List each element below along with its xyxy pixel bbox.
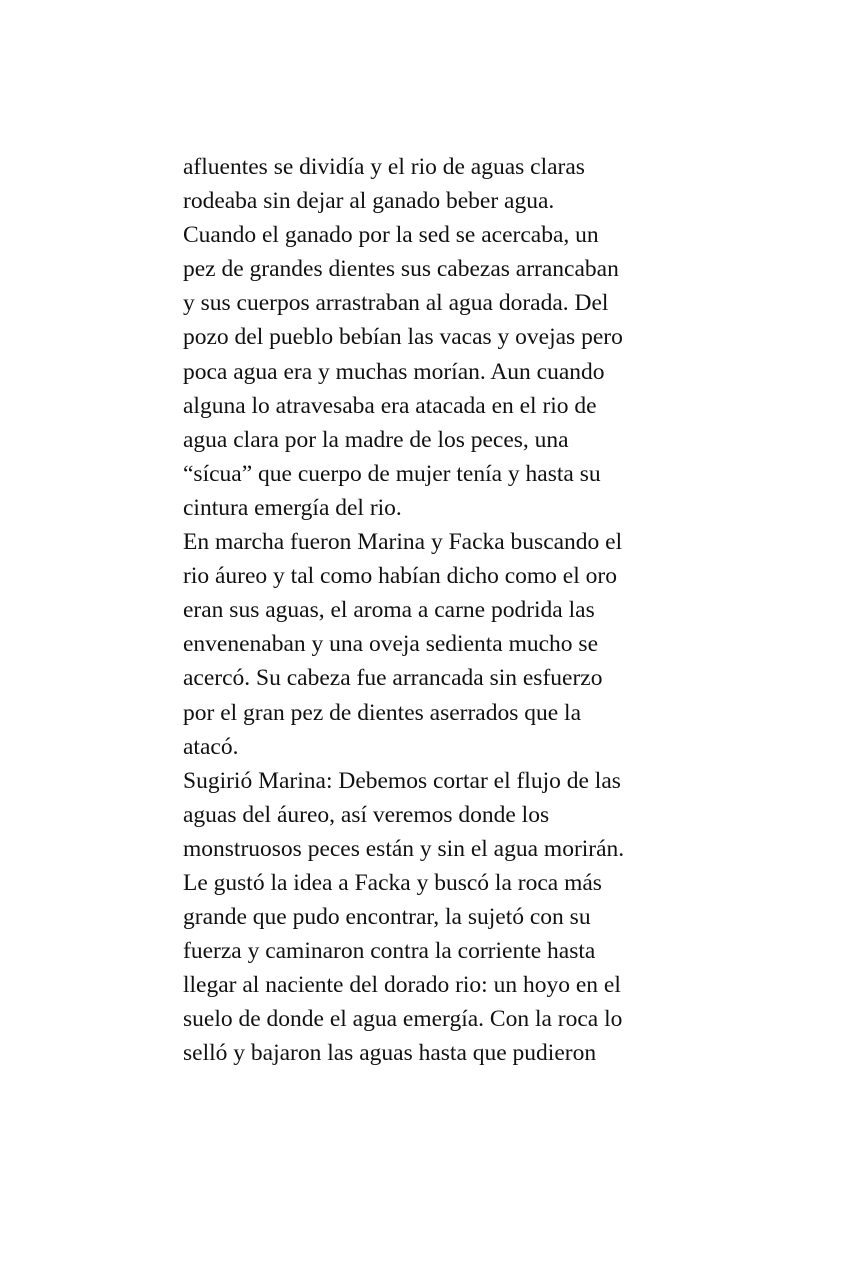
text-line: eran sus aguas, el aroma a carne podrida las: [183, 597, 595, 624]
text-line: acercó. Su cabeza fue arrancada sin esfuerzo: [183, 665, 603, 692]
text-line: selló y bajaron las aguas hasta que pudieron: [183, 1040, 597, 1067]
body-text: [183, 150, 683, 1071]
text-line: “sícua” que cuerpo de mujer tenía y hasta su: [183, 460, 601, 487]
text-line: pez de grandes dientes sus cabezas arrancaban: [183, 256, 619, 283]
text-line: pozo del pueblo bebían las vacas y ovejas pero: [183, 324, 623, 351]
text-line: fuerza y caminaron contra la corriente hasta: [183, 938, 596, 965]
text-line: aguas del áureo, así veremos donde los: [183, 801, 550, 828]
text-line: atacó.: [183, 733, 239, 760]
text-line: por el gran pez de dientes aserrados que la: [183, 699, 582, 726]
text-line: Sugirió Marina: Debemos cortar el flujo de las: [183, 767, 621, 794]
text-line: monstruosos peces están y sin el agua morirán.: [183, 835, 625, 862]
text-line: En marcha fueron Marina y Facka buscando el: [183, 529, 623, 556]
text-line: alguna lo atravesaba era atacada en el rio de: [183, 392, 597, 419]
text-line: cintura emergía del rio.: [183, 494, 402, 521]
text-line: y sus cuerpos arrastraban al agua dorada. Del: [183, 290, 609, 317]
text-line: poca agua era y muchas morían. Aun cuando: [183, 358, 605, 385]
text-line: Le gustó la idea a Facka y buscó la roca más: [183, 869, 602, 896]
text-line: llegar al naciente del dorado rio: un hoyo en el: [183, 972, 621, 999]
text-line: grande que pudo encontrar, la sujetó con su: [183, 904, 591, 931]
text-line: envenenaban y una oveja sedienta mucho se: [183, 631, 599, 658]
text-line: rodeaba sin dejar al ganado beber agua.: [183, 188, 555, 215]
text-line: afluentes se dividía y el rio de aguas claras: [183, 154, 585, 180]
text-line: suelo de donde el agua emergía. Con la roca lo: [183, 1006, 623, 1033]
text-line: agua clara por la madre de los peces, una: [183, 426, 569, 453]
text-line: Cuando el ganado por la sed se acercaba, un: [183, 222, 599, 249]
text-line: rio áureo y tal como habían dicho como el oro: [183, 563, 617, 590]
